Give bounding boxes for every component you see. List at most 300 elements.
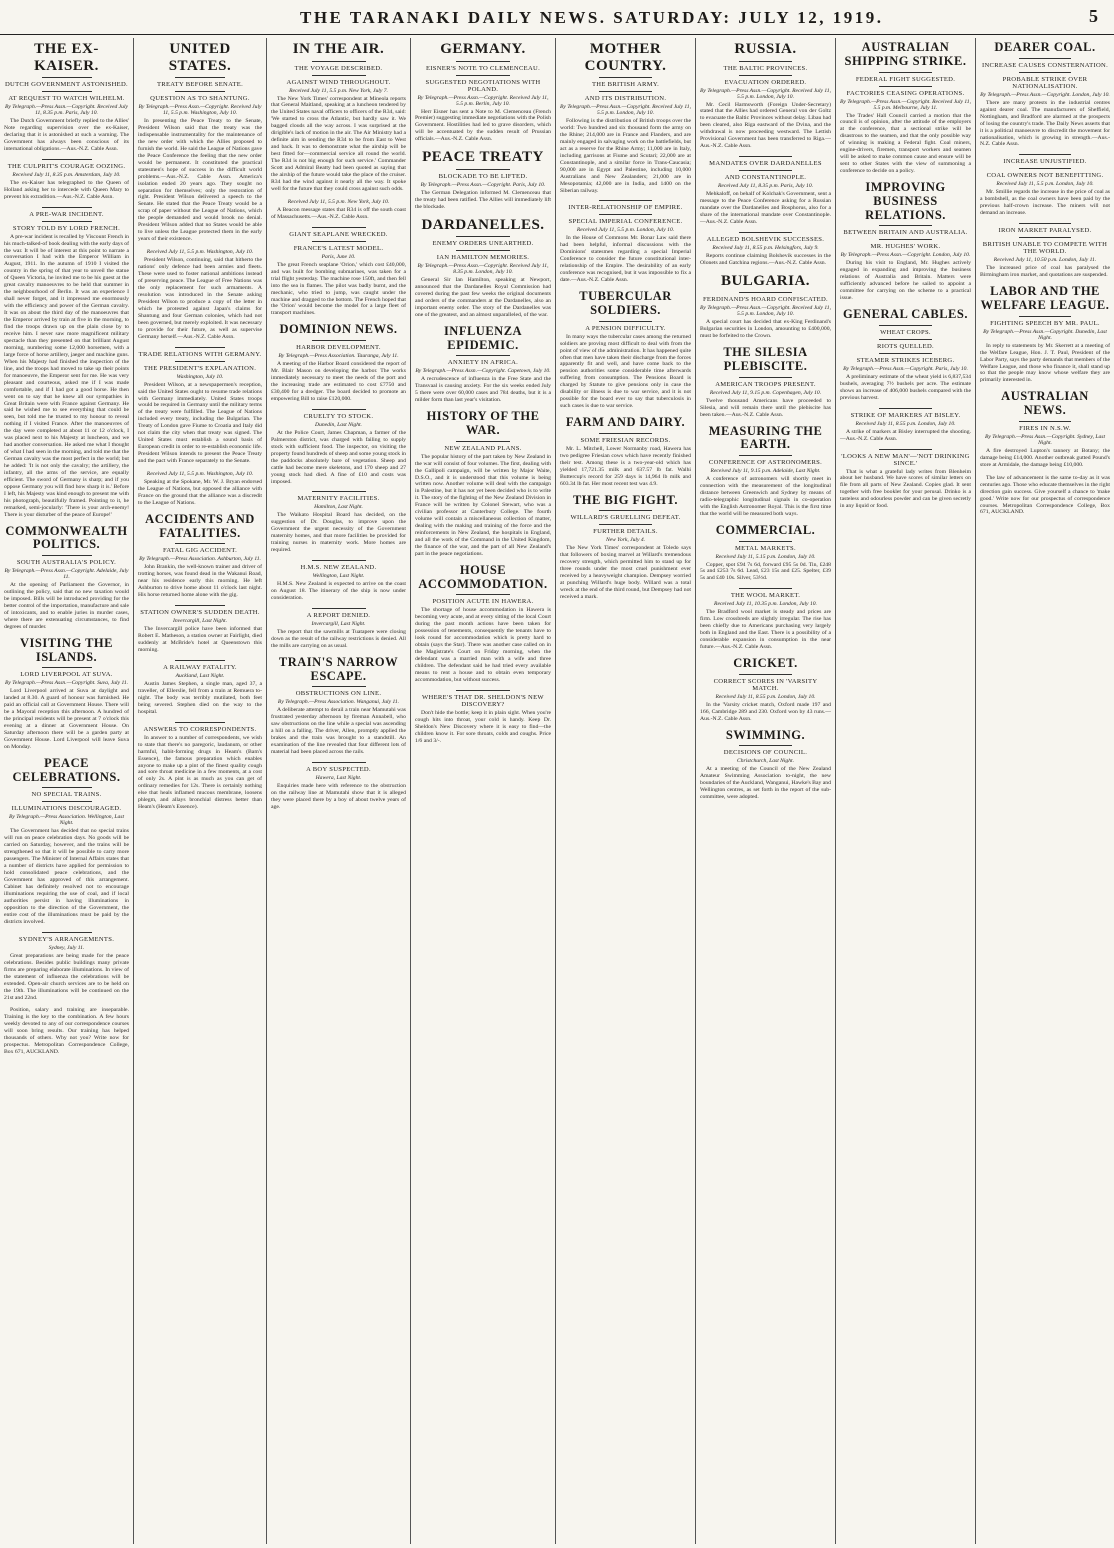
news-story: [271, 409, 406, 486]
news-story: [138, 513, 262, 599]
news-story: [980, 154, 1110, 217]
news-story: [560, 41, 691, 194]
story-headline: GENERAL CABLES.: [843, 307, 968, 322]
story-body-text: A special court has decided that ex-King Ferdinand's Bulgarian securities in London, amounting to £400,000, must be forfeited to the Crown.: [700, 319, 831, 340]
divider-rule: [42, 667, 92, 668]
story-dateline: Received July 11, 8.55 p.m. London, July 10.: [855, 420, 956, 427]
story-subheading: FIRES IN N.S.W.: [1019, 424, 1071, 432]
story-body-text: Position, salary and training are inseparable. Training is the key to the combination. A few hours weekly devoted to any of our correspondence courses will soon bring results. Our training has helped thousands of others. Why not you? Write now for prospectus. Metropolitan Correspondence College, Box 671, AUCKLAND.: [4, 1007, 129, 1056]
story-dateline: By Telegraph.—Press Assn.—Copyright. Received July 11, 5.5 p.m. London, July 10.: [700, 87, 831, 100]
news-story: [138, 722, 262, 811]
story-headline: SWIMMING.: [725, 727, 806, 742]
story-body-text: The Invercargill police have been informed that Robert E. Matheson, a station owner at Fairlight, died suddenly at McBride's hotel at Queenstown this morning.: [138, 626, 262, 653]
divider-rule: [879, 225, 931, 226]
story-body-text: The popular history of the part taken by New Zealand in the war will consist of four volumes. The first, dealing with the Gallipoli campaign, will be written by Major Waite, D.S.O., and it is understood that this volume is being written now. Another volume will deal with the campaign in Palestine, but it has not yet been decided who is to write it. The story of the fighting of the New Zealand Division in France will be written by Colonel Stewart, who was a civilian professor at Canterbury College. The fourth volume will contain a miscellaneous collection of matter, dealing with the making and training of the force and the reinforcements in New Zealand, the hospitals in England, and all the work of the Command in the United Kingdom, the finance of the war, and the part of all New Zealand's part in the peace negotiations.: [415, 453, 551, 557]
story-body-text: At the opening of Parliament the Governor, in outlining the policy, said that no new taxation would be imposed. Bills will be introduced providing for the better control of the importation, manufacture and sale of intoxicants, and to enable juries in murder cases, where there are extenuating circumstances, to find degrees of murder.: [4, 582, 129, 630]
story-subheading: STRIKE OF MARKERS AT BISLEY.: [850, 411, 961, 419]
story-body-text: A preliminary estimate of the wheat yield is 6,837,534 bushels, averaging 7½ bushels per acre. The estimate shows an increase of 406,000 bushels compared with the previous harvest.: [840, 373, 971, 401]
news-story: [700, 346, 831, 418]
divider-rule: [599, 321, 651, 322]
divider-rule: [312, 686, 366, 687]
story-subheading: A RAILWAY FATALITY.: [163, 663, 237, 671]
story-body-text: H.M.S. New Zealand is expected to arrive on the coast on August 18. The itinerary of the ship is now under consideration.: [271, 581, 406, 602]
story-dateline: Received July 11, 8.35 p.m. Paris, July 10.: [717, 183, 814, 190]
news-story: [271, 560, 406, 602]
story-body-text: Lord Liverpool arrived at Suva at daylight and landed at 8.30. A guard of honour was furnished. He paid an official call at Government House. There will be a Mayoral reception this afternoon. A hundred of the principal residents will be present at 7 o'clock this evening at a dinner at Government House. On Saturday afternoon there will be a garden party at Government House. Lord Liverpool will leave Suva on Monday.: [4, 688, 129, 750]
story-subheading: ANSWERS TO CORRESPONDENTS.: [143, 725, 257, 733]
news-story: [980, 223, 1110, 279]
story-subheading: EISNER'S NOTE TO CLEMENCEAU.: [425, 64, 541, 72]
divider-rule: [599, 91, 651, 92]
story-body-text: The shortage of house accommodation in Hawera is becoming very acute, and at every sitting of the local Court during the past month actions have been taken for possession of tenements, consequently the tenants have to look round for accommodation which is pretty hard to obtain (says the Star). There was another case called on in the Magistrate's Court on Friday morning, when the defendant was a married man with a wife and three children. The defendant said he had tried every available means to rent a house and to obtain even temporary accommodation, but without success.: [415, 607, 551, 683]
divider-rule: [1019, 316, 1071, 317]
story-body-text: Mr. Smillie regards the increase in the price of coal as a bombshell, as the coal owners have been paid by the previous half-crown increase. The miners will not demand an increase.: [980, 189, 1110, 217]
story-body-text: The New York Times' correspondent at Toledo says that followers of boxing marvel at Willard's tremendous recovery strength, which permitted him to stand up for three rounds under the most cruel punishment ever received by a heavyweight champion. Dempsey worried at punching Willard's huge body. Willard was a total wreck at the end of the third round, but Dempsey had not received a mark.: [560, 545, 691, 601]
divider-rule: [879, 339, 931, 340]
story-dateline: By Telegraph.—Press Assn.—Copyright. Suva, July 11.: [4, 680, 129, 687]
story-subheading: AND CONSTANTINOPLE.: [724, 174, 807, 182]
news-story: [560, 290, 691, 410]
story-subheading: HARBOR DEVELOPMENT.: [296, 344, 381, 352]
story-body-text: Twelve thousand Americans have proceeded to Silesia, and will remain there until the plebiscite has been taken.—Aus.-N.Z. Cable Assn.: [700, 397, 831, 418]
story-body-text: The Dutch Government briefly replied to the Allies' Note regarding supervision over the ex-Kaiser, declaring that it is astonished at such a warning. The Government has always been conscious of its international obligations.—Aus.-N.Z. Cable Assn.: [4, 118, 129, 152]
story-body-text: The German Delegation informed M. Clemenceau that the treaty had been ratified. The Allies will immediately lift the blockade.: [415, 189, 551, 210]
news-story: [4, 932, 129, 1002]
divider-rule: [175, 722, 225, 723]
story-subheading: LORD LIVERPOOL AT SUVA.: [20, 671, 113, 679]
story-dateline: By Telegraph.—Press Assn.—Copyright. London, July 10.: [980, 91, 1110, 98]
news-story: [840, 181, 971, 302]
story-subheading: H.M.S. NEW ZEALAND.: [300, 564, 377, 572]
divider-rule: [42, 207, 92, 208]
story-subheading: THE BALTIC PROVINCES.: [723, 64, 808, 72]
story-body-text: A pre-war incident is recalled by Viscount French in his much-talked-of book dealing with the early days of the war. It will be of interest at this point to narrate a conversation I had with the Emperor William in August, 1911. In the autumn of 1910 I visited the country in the spring of that year to unveil the statue of Queen Victoria, he invited me to be his guest at the great cavalry manoeuvres to be held that summer in the neighbourhood of Berlin. It was an experience I shall never forget, and it impressed me enormously with the efficiency and power of the German cavalry. It was on about the third day of the manoeuvres that the Emperor arrived by train at five in the morning, to find the troops drawn up on the plain close by to receive him. I never saw more magnificent military spectacle than they presented on that brilliant August morning, numbering some 12,000 horsemen, with a large force of horse artillery, jaeger and machine guns. When his Majesty had finished the inspection of the line, and the troops had moved to take up their points for manoeuvre, the Emperor sent for me. He was very pleasant and courteous, asked me if I was made comfortable, and if I had got a good horse. He then went on to say that he knew all our sympathies in Great Britain were with France against Germany. He said he wished me to see everything that could be seen, but told me he trusted to my honour to reveal nothing if I visited France. After the manoeuvres of the day were completed at about 11 or 12 o'clock, I was placed next to his Majesty at luncheon, and we had another conversation. He asked me what I thought of what I had seen in the morning, and told me that the German cavalry was the most perfect in the world; but he added: 'It is not only the cavalry; the artillery, the infantry, all the arms of the service, are equally efficient. The sword of Germany is sharp; and if you oppose Germany you will find how sharp it is.' Before I left, his Majesty was kind enough to present me with his photograph, beautifully framed. Pointing to it, he remarked, semi-jocularly: 'There is your arch-enemy! There is your disturber of the peace of Europe!': [4, 233, 129, 518]
story-subheading: OBSTRUCTIONS ON LINE.: [295, 690, 382, 698]
divider-rule: [175, 660, 225, 661]
divider-rule: [739, 674, 791, 675]
story-dateline: Dunedin, Last Night.: [315, 421, 362, 428]
divider-rule: [42, 77, 92, 78]
story-subheading: ILLUMINATIONS DISCOURAGED.: [11, 805, 122, 813]
divider-rule: [879, 72, 931, 73]
news-story: [415, 690, 551, 745]
story-dateline: By Telegraph.—Press Assn.—Copyright. Adelaide, July 11.: [4, 568, 129, 581]
divider-rule: [879, 86, 931, 87]
story-body-text: A strike of markers at Bisley interrupted the shooting.—Aus.-N.Z. Cable Assn.: [840, 428, 971, 442]
divider-rule: [599, 200, 651, 201]
divider-rule: [456, 690, 510, 691]
divider-rule: [42, 221, 92, 222]
story-subheading: BRITISH UNABLE TO COMPETE WITH THE WORLD.: [982, 241, 1108, 256]
story-dateline: By Telegraph.—Press Association. Wellington, Last Night.: [8, 814, 125, 827]
divider-rule: [1019, 237, 1071, 238]
story-body-text: John Brankin, the well-known trainer and driver of trotting horses, was found dead in the Wakanui Road, near his residence early this morning. He left Ashburton to drive home about 11 o'clock last night. His horse returned home alone with the gig.: [138, 564, 262, 599]
news-story: [4, 757, 129, 926]
story-headline: DEARER COAL.: [994, 40, 1096, 54]
story-subheading: RIOTS QUELLED.: [877, 342, 934, 350]
news-story: [980, 390, 1110, 468]
divider-rule: [1019, 421, 1071, 422]
story-dateline: Received July 11, 5.5 p.m. New York, July 10.: [287, 198, 390, 205]
news-story: [980, 285, 1110, 384]
story-body-text: Following is the distribution of British troops over the world: Two hundred and six thousand form the army on the Rhine; 214,000 are in France and Flanders, and are mainly engaged in salvaging work on the battlefields, but act as a reserve for the Rhine Army; 11,000 are in Italy, including garrisons at Fiume and Scutari; 22,000 are at Constantinople, and a similar force in Trans-Caucasia; 90,000 are in Egypt and Palestine, including 10,000 Australians and New Zealanders; 21,000 are in Mesopotamia; 42,000 are in India, and 1400 on the Siberian railway.: [560, 118, 691, 194]
divider-rule: [739, 455, 791, 456]
story-body-text: In many ways the tubercular cases among the returned soldiers are proving most difficult to deal with from the point of view of the administration. It has happened quite often that men have taken their discharge from the forces apparently fit and well, and have come back to the pension authorities some considerable time afterwards suffering from consumption. The Pensions Board is charged by Statute to give pensions only in case the disability or illness is due to war service, and it is not possible for the board ever to say that tuberculosis in such cases is due to war service.: [560, 333, 691, 410]
divider-rule: [879, 449, 931, 450]
divider-rule: [312, 491, 366, 492]
story-subheading: WHEAT CROPS.: [880, 328, 931, 336]
story-body-text: General Sir Ian Hamilton, speaking at Newport, announced that the Dardanelles Royal Commission had covered during the past few weeks the original documents and orders of the commanders at the Dardanelles, also an important enemy order. The story of the Dardanelles was one of the greatest, and an almost unparalleled, of the war.: [415, 277, 551, 318]
news-column-1: [0, 38, 133, 1544]
divider-rule: [175, 91, 225, 92]
story-dateline: Hawera, Last Night.: [315, 775, 362, 782]
news-story: [700, 588, 831, 651]
story-subheading: NEW ZEALAND PLANS.: [444, 444, 522, 452]
news-story: [840, 408, 971, 443]
story-dateline: Received July 11, 8.55 p.m. London, July 10.: [715, 693, 816, 700]
divider-rule: [1019, 58, 1071, 59]
story-subheading: SPECIAL IMPERIAL CONFERENCE.: [568, 218, 683, 226]
story-body-text: The increased price of coal has paralysed the Birmingham iron market, and quotations are suspended.: [980, 265, 1110, 279]
news-story: [700, 41, 831, 150]
divider-rule: [739, 232, 791, 233]
divider-rule: [739, 377, 791, 378]
story-headline: RUSSIA.: [734, 41, 797, 57]
story-headline: BULGARIA.: [720, 272, 811, 289]
story-headline: DARDANELLES.: [421, 216, 545, 233]
divider-rule: [739, 75, 791, 76]
story-dateline: Received July 11, 8.35 p.m. Amsterdam, July 10.: [12, 171, 121, 178]
story-dateline: By Telegraph.—Press Assn.—Copyright. Received July 11, 5.5 p.m. Washington, July 10.: [138, 104, 262, 116]
story-dateline: By Telegraph.—Press Assn.—Copyright. London, July 10.: [840, 252, 971, 259]
divider-rule: [312, 340, 366, 341]
news-story: [138, 605, 262, 654]
divider-rule: [879, 239, 931, 240]
divider-rule: [42, 787, 92, 788]
story-body-text: President Wilson, continuing, said that hitherto the nations' only defence had been armies and fleets. These were used to foster national ambitions instead of preserving peace. The League of Free Nations was the only replacement for such armaments. A resolution was introduced in the Senate asking President Wilson to produce a copy of the letter in which he protested against Japan's claims for Shantung and four German colonies, which had not been governed, but merely exploited. It was necessary to provide for their future, as well as supervise Germany herself.—Aus.-N.Z. Cable Assn.: [138, 257, 262, 340]
story-headline: AUSTRALIAN SHIPPING STRIKE.: [844, 40, 967, 68]
news-story: [271, 491, 406, 554]
divider-rule: [42, 555, 92, 556]
news-story: [138, 41, 262, 243]
story-body-text: Herr Eisner has sent a Note to M. Clemenceau (French Premier) suggesting immediate negotiations with the Polish Government. Hostilities had led to grave disorders, which will be accentuated by the sudden result of Prussian officials.—Aus.-N.Z. Cable Assn.: [415, 108, 551, 143]
story-body-text: A fire destroyed Lupton's tannery at Botany; the damage being £14,000. Another outbreak gutted Pound's store at Armidale, the damage being £10,000.: [980, 447, 1110, 468]
story-subheading: TRADE RELATIONS WITH GERMANY.: [138, 350, 262, 358]
story-body-text: The Government has decided that no special trains will run on peace celebration days. No goods will be carried on Saturday, however, and the trains will be strengthened so that it will be possible to carry more passengers. The Minister of Internal Affairs states that a number of districts have applied for permission to hold consolidated peace celebrations, and the Government has approved of this arrangement. Cabinet has definitely resolved not to encourage illuminations requiring the use of coal, and if local authorities persist in having illuminations in opposition to the direction of the Government, the entire cost of the illuminations must be paid by the districts involved.: [4, 828, 129, 925]
story-headline: FARM AND DAIRY.: [565, 415, 686, 430]
news-column-5: [555, 38, 695, 1544]
divider-rule: [1019, 168, 1071, 169]
story-body-text: Great preparations are being made for the peace celebrations. Besides public buildings many private firms are preparing elaborate illuminations. In view of the statement of influenza the celebrations will be extended. Open-air church services are to be held on the 19th. The illuminations will be continued on the 21st and 22nd.: [4, 952, 129, 1001]
story-dateline: By Telegraph.—Press Assn.—Copyright. Sydney, Last Night.: [984, 433, 1106, 446]
story-headline: MOTHER COUNTRY.: [584, 41, 667, 74]
divider-rule: [312, 608, 366, 609]
story-subheading: STATION OWNER'S SUDDEN DEATH.: [140, 609, 260, 617]
story-dateline: By Telegraph.—Press Assn.—Copyright. Dunedin, Last Night.: [983, 328, 1107, 341]
divider-rule: [739, 170, 791, 171]
divider-rule: [739, 61, 791, 62]
divider-rule: [175, 347, 225, 348]
story-subheading: QUESTION AS TO SHANTUNG.: [150, 95, 250, 102]
story-headline: THE SILESIA PLEBISCITE.: [723, 345, 808, 373]
story-subheading: CRUELTY TO STOCK.: [303, 412, 374, 420]
news-story: [138, 471, 262, 507]
story-body-text: At a meeting of the Council of the New Zealand Amateur Swimming Association to-night, the new boundaries of the Auckland, Wanganui, Hawke's Bay and Wellington centres, as set forth in the report of the sub-committee, were adopted.: [700, 766, 831, 801]
story-subheading: STEAMER STRIKES ICEBERG.: [856, 356, 955, 364]
story-body-text: The Waikato Hospital Board has decided, on the suggestion of Dr. Douglas, to improve upon the Government the urgent necessity of the Government maternity homes, and that more facilities be provided for training nurses in maternity work. More homes are required.: [271, 512, 406, 554]
news-story: [840, 449, 971, 511]
news-story: [560, 200, 691, 284]
story-headline: COMMONWEALTH POLITICS.: [5, 523, 128, 552]
news-story: [700, 657, 831, 723]
story-subheading: STORY TOLD BY LORD FRENCH.: [12, 224, 121, 232]
story-subheading: THE BRITISH ARMY.: [591, 81, 660, 88]
news-story: [271, 323, 406, 402]
divider-rule: [879, 408, 931, 409]
story-body-text: The Bradford wool market is steady and prices are firm. Low crossbreds are slightly irregular. The rise has been chiefly due to Americans purchasing very largely both in England and the East. There is a possibility of a considerable expansion in consumption in the near future.—Aus.-N.Z. Cable Assn.: [700, 609, 831, 651]
story-headline: PEACE CELEBRATIONS.: [12, 755, 121, 784]
news-story: [980, 475, 1110, 517]
news-story: [980, 41, 1110, 148]
divider-rule: [456, 236, 510, 237]
story-body-text: That is what a grateful lady writes from Blenheim about her husband. We have scores of similar letters on file from all parts of New Zealand. Copies glad. It sent together with free booklet for your perusal. Drinko is a tasteless and odourless powder and can be given secretly in any liquid or food.: [840, 468, 971, 510]
story-body-text: At the Police Court, James Chapman, a farmer of the Palmerston district, was charged with failing to supply stock with sufficient food. The inspector, on visiting the property found hundreds of sheep and some young stock in the paddocks absolutely bare of vegetation. Sheep and cattle had become mere skeletons, and 170 sheep and 27 young stock had died. A fine of £10 and costs was imposed.: [271, 429, 406, 485]
divider-rule: [312, 61, 366, 62]
story-dateline: Wellington, Last Night.: [312, 573, 365, 580]
story-body-text: A Beacon message states that R34 is off the south coast of Massachusetts.—Aus.-N.Z. Cable Assn.: [271, 206, 406, 220]
news-story: [4, 637, 129, 751]
news-story: [4, 525, 129, 631]
divider-rule: [42, 801, 92, 802]
story-dateline: Received July 11, 9.15 p.m. Adelaide, Last Night.: [710, 468, 821, 475]
news-story: [271, 656, 406, 756]
news-story: [560, 494, 691, 601]
divider-rule: [1019, 154, 1071, 155]
divider-rule: [1019, 72, 1071, 73]
news-story: [4, 159, 129, 201]
story-dateline: Received July 11, 5.5 p.m. London, July 10.: [576, 227, 675, 234]
divider-rule: [599, 433, 651, 434]
story-subheading: SYDNEY'S ARRANGEMENTS.: [18, 935, 115, 943]
story-body-text: Reports continue claiming Bolshevik successes in the Olonets and Gatchina regions.—Aus.-N.Z. Cable Assn.: [700, 252, 831, 266]
story-dateline: New York, July 4.: [605, 537, 646, 544]
story-subheading: PROBABLE STRIKE OVER NATIONALISATION.: [1002, 75, 1088, 90]
story-dateline: Received July 11, 5.5 p.m. London, July 10.: [996, 181, 1094, 188]
story-headline: TRAIN'S NARROW ESCAPE.: [278, 654, 399, 683]
news-story: [700, 425, 831, 518]
story-headline: CRICKET.: [733, 656, 798, 671]
story-body-text: President Wilson, at a newspapermen's reception, said the United States ought to resume trade relations with Germany immediately. United States troops would be required in Germany until the military terms of the treaty were fulfilled. The League of Nations included every treaty, including the Bulgarian. The Treaty of London gave Fiume to Croatia and Italy did not claim the city when that treaty was signed. The United States must establish a sound basis of European credit in order to re-establish economic life. President Wilson intends to present the Peace Treaty and the pact with France separately to the Senate.: [138, 381, 262, 465]
story-subheading: AMERICAN TROOPS PRESENT.: [715, 380, 816, 388]
divider-rule: [879, 353, 931, 354]
story-subheading: WILLARD'S GRUELLING DEFEAT.: [570, 514, 681, 522]
story-body-text: The Trades' Hall Council carried a motion that the council is of opinion, after the attitude of the employers at the conference, that a sectional strike will be disastrous to the seamen, and that the only possible way of winning is making a Federal fight. Coal miners, engine-drivers, firemen, transport workers and seamen will be asked to make common cause and ensure will be sent to other States with the view of summoning a conference to decide on a policy.: [840, 112, 971, 175]
news-story: [4, 41, 129, 153]
story-body-text: During his visit to England, Mr. Hughes actively engaged in expanding and improving the business relations of Australia and Britain. Matters were sufficiently advanced before he sailed to appoint a committee for carrying on the scheme to a practical issue.: [840, 260, 971, 302]
story-headline: THE BIG FIGHT.: [572, 492, 679, 507]
story-body-text: A conference of astronomers will shortly meet in connection with the measurement of the longitudinal distance between Greenwich and Sydney by means of radio-telegraphic longitudinal signals in co-operation with the English Astronomer Royal. This is the first time that the world will be measured both ways.: [700, 476, 831, 517]
story-body-text: The ex-Kaiser has telegraphed to the Queen of Holland asking her to intercede with Queen Mary to prevent his extradition.—Aus.-N.Z. Cable Assn.: [4, 179, 129, 200]
story-dateline: Received July 11, 5.5 p.m. Washington, July 10.: [146, 471, 254, 478]
news-story: [415, 41, 551, 143]
divider-rule: [599, 510, 651, 511]
story-subheading: IAN HAMILTON MEMORIES.: [436, 254, 530, 262]
story-dateline: By Telegraph.—Press Assn.—Copyright. Paris, July 10.: [843, 365, 968, 372]
story-subheading: FEDERAL FIGHT SUGGESTED.: [855, 75, 956, 83]
story-subheading: A BOY SUSPECTED.: [306, 766, 371, 774]
divider-rule: [175, 77, 225, 78]
story-subheading: CONFERENCE OF ASTRONOMERS.: [708, 459, 823, 467]
story-subheading: GIANT SEAPLANE WRECKED.: [289, 230, 388, 238]
divider-rule: [739, 292, 791, 293]
story-subheading: A PRE-WAR INCIDENT.: [29, 210, 104, 218]
divider-rule: [456, 169, 510, 170]
divider-rule: [312, 241, 366, 242]
story-subheading: ENEMY ORDERS UNEARTHED.: [432, 240, 534, 248]
story-body-text: The great French seaplane 'Orion,' which cost £40,000, and was built for bombing submarines, was taken for a trial flight yesterday. The machine rose 150ft, and then fell into the sea in flames. The pilot was badly burnt, and the mechanic, who tried to jump, was caught under the machine and dragged to the bottom. The French hoped that the 'Orion' would become the model for a large fleet of transport machines.: [271, 261, 406, 317]
story-subheading: AT REQUEST TO WATCH WILHELM.: [8, 95, 125, 102]
news-story: [271, 227, 406, 318]
divider-rule: [456, 355, 510, 356]
story-body-text: The report that the sawmills at Tuatapere were closing down as the result of the railway restrictions is denied. All the mills are carrying on as usual.: [271, 629, 406, 649]
story-headline: LABOR AND THE WELFARE LEAGUE.: [980, 284, 1110, 312]
news-story: [415, 217, 551, 319]
story-headline: GERMANY.: [440, 41, 526, 57]
divider-rule: [599, 77, 651, 78]
story-dateline: By Telegraph.—Press Assn.—Copyright. Received July 11, 5.5 p.m. Berlin, July 10.: [417, 94, 549, 107]
story-subheading: COAL OWNERS NOT BENEFITTING.: [986, 172, 1104, 180]
divider-rule: [456, 441, 510, 442]
story-dateline: By Telegraph.—Press Assn.—Copyright. Received July 11, 8.35 p.m. London, July 10.: [417, 263, 549, 276]
story-subheading: CORRECT SCORES IN 'VARSITY MATCH.: [713, 677, 818, 692]
story-body-text: Mr. Cecil Harmsworth (Foreign Under-Secretary) stated that the Allies had ordered General von der Goltz to evacuate the Baltic Provinces without delay. Libau had been cleared, also Riga eastward of the Dvina, and the withdrawal is now proceeding westward. The Lettish Provisional Government has been transferred to Riga.—Aus.-N.Z. Cable Assn.: [700, 101, 831, 150]
divider-rule: [312, 75, 366, 76]
story-body-text: Copper, spot £94 7s 6d, forward £95 5s 0d. Tin, £248 5s and £253 7s 6d. Lead, £23 15s and £25. Spelter, £39 5s and £40 10s. Silver, 53½d.: [700, 561, 831, 582]
news-column-2: [133, 38, 266, 1544]
news-story: [415, 149, 551, 210]
news-story: [138, 660, 262, 716]
story-subheading: INCREASE CAUSES CONSTERNATION.: [981, 61, 1109, 69]
story-dateline: By Telegraph.—Press Assn.—Copyright. Received July 11, 5.5 p.m. Melbourne, July 11.: [840, 98, 971, 111]
story-body-text: There are many protests in the industrial centres against dearer coal. The manufacturers of Sheffield, Nottingham, and Bradford are alarmed at the prospects of losing the country's trade. The Daily News asserts that it is a political manoeuvre to discredit the movement for nationalisation, which is growing in strength.—Aus.-N.Z. Cable Assn.: [980, 99, 1110, 148]
story-body-text: In the 'Varsity cricket match, Oxford made 197 and 166, Cambridge 289 and 230. Oxford won by 43 runs.—Aus.-N.Z. Cable Assn.: [700, 701, 831, 722]
story-body-text: A meeting of the Harbor Board considered the report of Mr. Blair Mason on developing the harbor. The works immediately necessary to meet the needs of the port and the increasing trade are estimated to cost £7750 and £30,400 for a dredger. The board decided to promote an empowering Bill to raise £120,000.: [271, 361, 406, 402]
story-dateline: Received July 11, 5.5 p.m. New York, July 7.: [289, 87, 388, 94]
news-story: [271, 199, 406, 221]
news-story: [840, 308, 971, 402]
story-subheading: MR. HUGHES' WORK.: [870, 243, 941, 251]
divider-rule: [739, 156, 791, 157]
story-headline: HOUSE ACCOMMODATION.: [418, 562, 548, 591]
story-subheading: THE VOYAGE DESCRIBED.: [294, 64, 383, 72]
story-subheading: MATERNITY FACILITIES.: [297, 495, 380, 503]
story-body-text: In the House of Commons Mr. Bonar Law said there had been helpful, informal discussions with the Dominions' statesmen regarding a special Imperial Conference to consider the future constitutional inter-relationship of the Empire. The desirability of an early conference was recognised, but it was impossible to fix a date.—Aus.-N.Z. Cable Assn.: [560, 235, 691, 284]
news-story: [700, 729, 831, 802]
divider-rule: [312, 409, 366, 410]
divider-rule: [456, 75, 510, 76]
news-column-4: [410, 38, 555, 1544]
story-subheading: IRON MARKET PARALYSED.: [998, 227, 1092, 235]
news-story: [840, 41, 971, 175]
story-subheading: 'LOOKS A NEW MAN'—'NOT DRINKING SINCE.': [841, 452, 970, 467]
story-subheading: FERDINAND'S HOARD CONFISCATED.: [702, 296, 829, 304]
news-story: [4, 1007, 129, 1056]
story-headline: UNITED STATES.: [168, 41, 232, 74]
story-subheading: THE CULPRIT'S COURAGE OOZING.: [7, 162, 126, 170]
story-dateline: Christchurch, Last Night.: [737, 758, 794, 765]
divider-rule: [456, 250, 510, 251]
story-subheading: A PENSION DIFFICULTY.: [585, 324, 666, 332]
divider-rule: [599, 524, 651, 525]
divider-rule: [739, 745, 791, 746]
news-story: [560, 416, 691, 487]
story-subheading: NO SPECIAL TRAINS.: [31, 791, 102, 799]
news-column-8: [975, 38, 1114, 1544]
divider-rule: [456, 61, 510, 62]
news-story: [700, 524, 831, 583]
story-subheading: FRANCE'S LATEST MODEL.: [293, 244, 384, 252]
story-subheading: METAL MARKETS.: [735, 544, 796, 552]
story-subheading: FURTHER DETAILS.: [593, 528, 658, 536]
story-headline: THE EX-KAISER.: [34, 41, 99, 74]
story-body-text: Mehkaloff, on behalf of Kolchak's Government, sent a message to the Peace Conference asking for a Russian mandate over the Dardanelles and Bosphorus, also for a share of the international mandate over Constantinople.—Aus.-N.Z. Cable Assn.: [700, 191, 831, 225]
story-headline: INFLUENZA EPIDEMIC.: [443, 323, 523, 352]
story-subheading: AND ITS DISTRIBUTION.: [584, 95, 667, 102]
story-dateline: Washington, July 10.: [176, 373, 224, 380]
divider-rule: [42, 91, 92, 92]
divider-rule: [175, 543, 225, 544]
story-subheading: FATAL GIG ACCIDENT.: [162, 547, 238, 555]
divider-rule: [42, 932, 92, 933]
story-body-text: In presenting the Peace Treaty to the Senate, President Wilson said that the treaty was the indispensable instrumentality for the maintenance of the new order with which the Allies proposed to furnish the world. He said the League of Nations gave the Peace Conference the feeling that the new order would be permanent. It constituted the practical statesmen's hope of success in the difficult world problems.—Aus.-N.Z. Cable Assn. America's isolation ended 20 years ago. They sought no separation for themselves; only the restoration of right. President Wilson delivered a speech to the Senate. He stated that the Peace Treaty would be a scrap of paper without the League of Nations, which the people demanded and would brook no denial. President Wilson added that no States would be able to live unless the League protected them in the early years of their existence.: [138, 118, 262, 243]
story-headline: AUSTRALIAN NEWS.: [1001, 389, 1089, 418]
news-story: [271, 41, 406, 193]
story-subheading: THE PRESIDENT'S EXPLANATION.: [143, 364, 257, 372]
divider-rule: [1019, 223, 1071, 224]
news-story: [700, 156, 831, 226]
story-subheading: ALLEGED BOLSHEVIK SUCCESSES.: [706, 235, 825, 243]
story-dateline: By Telegraph.—Press Assn.—Copyright. Received July 11, 8.35 p.m. Paris, July 10.: [5, 104, 128, 116]
news-story: [138, 249, 262, 340]
story-dateline: Received July 11, 5.5 p.m. Washington, July 10.: [146, 249, 254, 256]
story-subheading: BETWEEN BRITAIN AND AUSTRALIA.: [843, 229, 968, 237]
story-headline: ACCIDENTS AND FATALITIES.: [145, 511, 255, 540]
divider-rule: [42, 159, 92, 160]
story-dateline: Hamilton, Last Night.: [314, 504, 363, 511]
story-subheading: FIGHTING SPEECH BY MR. PAUL.: [990, 319, 1100, 327]
story-subheading: SUGGESTED NEGOTIATIONS WITH POLAND.: [425, 78, 541, 93]
story-body-text: In answer to a number of correspondents, we wish to state that there's no paregoric, laudanum, or other harmful, habit-forming drugs in Heam's (Bam's Essence), the famous preparation which enables anyone to make up a pint of the finest quality cough and sore throat medicine in a few moments, at a cost of only 2s. A pint is as much as you can get of ordinary remedies for 12s. There is certainly nothing else that heals inflamed mucous membrane, loosens phlegm, and allays bronchial distress better than Heam's (Heam's Essence).: [138, 734, 262, 811]
story-dateline: By Telegraph.—Press Assn.—Copyright. Paris, July 10.: [420, 181, 546, 188]
story-body-text: Speaking at the Spokane, Mr. W. J. Bryan endorsed the League of Nations, but opposed the alliance with France on the ground that the alliance was a discredit to the League of Nations.: [138, 479, 262, 506]
story-subheading: MANDATES OVER DARDANELLES: [709, 160, 822, 168]
story-headline: PEACE TREATY: [422, 149, 544, 166]
divider-rule: [312, 227, 366, 228]
story-dateline: Sydney, July 11.: [48, 944, 85, 951]
masthead: [0, 0, 1114, 35]
story-headline: COMMERCIAL.: [715, 522, 816, 537]
news-story: [4, 207, 129, 519]
divider-rule: [739, 541, 791, 542]
story-dateline: Received July 11, 10.50 p.m. London, July 11.: [993, 257, 1097, 264]
story-subheading: FACTORIES CEASING OPERATIONS.: [846, 89, 965, 97]
news-column-6: [695, 38, 835, 1544]
news-story: [415, 410, 551, 558]
divider-rule: [312, 560, 366, 561]
story-subheading: WHERE'S THAT DR. SHELDON'S NEW DISCOVERY?: [422, 693, 544, 708]
story-headline: VISITING THE ISLANDS.: [20, 635, 113, 664]
news-story: [271, 608, 406, 650]
